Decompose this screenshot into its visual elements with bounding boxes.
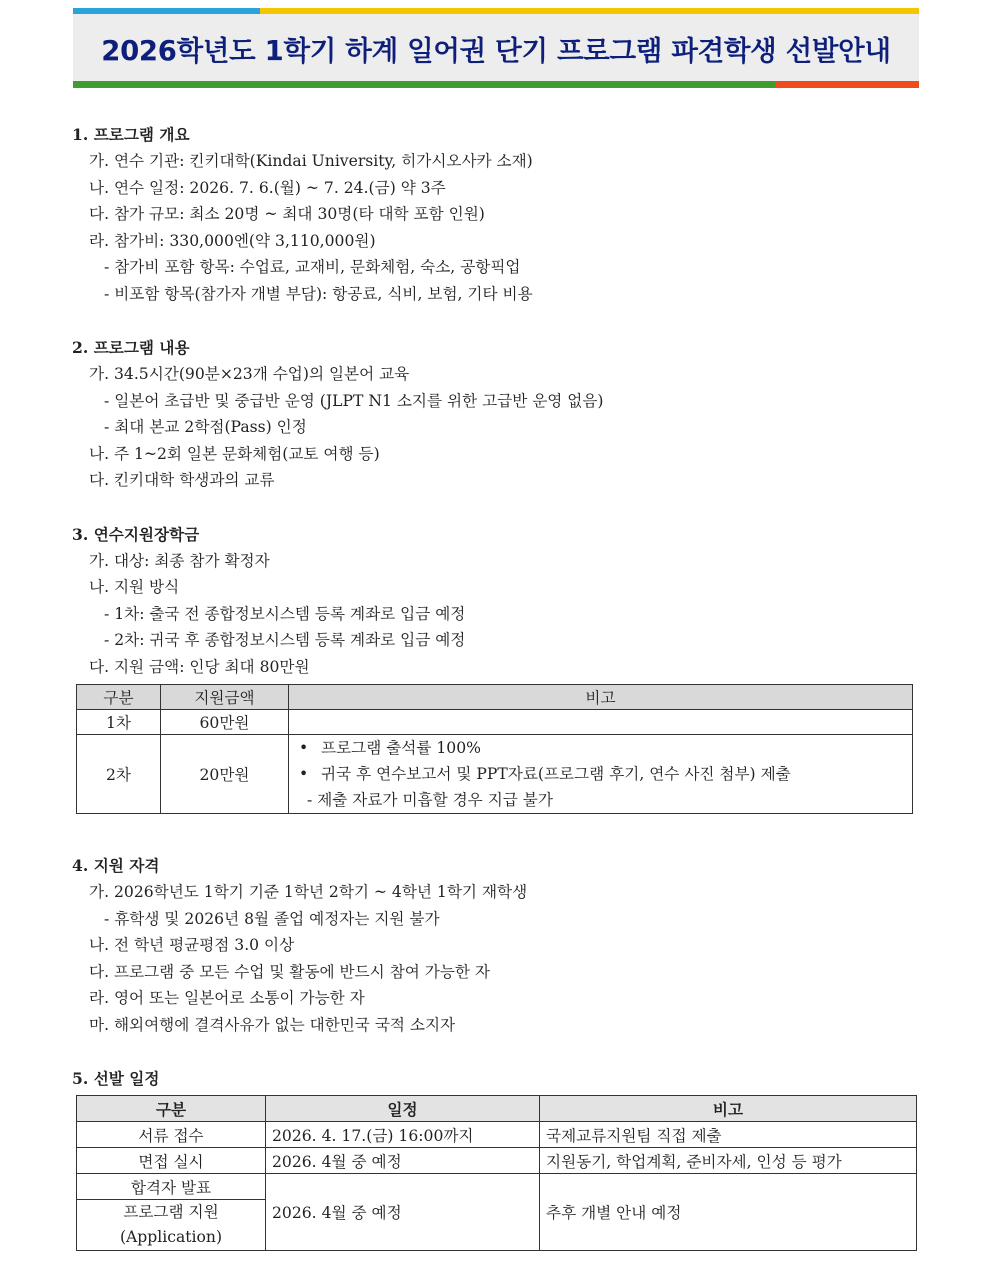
table-cell: 2026. 4월 중 예정 [266,1148,540,1174]
column-header: 비고 [540,1096,917,1122]
list-item: 나. 주 1~2회 일본 문화체험(교토 여행 등) [89,444,380,463]
list-item: 다. 지원 금액: 인당 최대 80만원 [89,657,310,676]
list-sub-item: - 1차: 출국 전 종합정보시스템 등록 계좌로 입금 예정 [104,604,466,623]
list-item: 나. 연수 일정: 2026. 7. 6.(월) ~ 7. 24.(금) 약 3주 [89,178,446,197]
cell-line: (Application) [119,1228,223,1246]
list-item: 나. 지원 방식 [89,578,180,596]
table-cell: 60만원 [161,710,289,735]
bottom-color-bar [73,81,919,88]
page-title: 2026학년도 1학기 하계 일어권 단기 프로그램 파견학생 선발안내 [101,35,891,67]
table-cell: 서류 접수 [77,1122,266,1148]
table-row [77,735,913,814]
list-sub-item: - 2차: 귀국 후 종합정보시스템 등록 계좌로 입금 예정 [104,631,466,649]
table-cell: 2026. 4. 17.(금) 16:00까지 [266,1122,540,1148]
bullet-dot: • [299,739,309,757]
bottom-bar-green [73,81,775,88]
table-header-row [77,685,913,710]
column-header: 지원금액 [161,685,289,710]
bullet-item [299,761,906,787]
scholarship-table [76,684,913,814]
top-bar-blue [73,8,260,14]
list-item: 라. 영어 또는 일본어로 소통이 가능한 자 [89,989,365,1007]
list-item: 가. 대상: 최종 참가 확정자 [89,551,270,570]
column-header: 비고 [289,685,913,710]
section-title: 4. 지원 자격 [72,856,160,875]
list-item: 가. 2026학년도 1학기 기준 1학년 2학기 ~ 4학년 1학기 재학생 [89,883,528,901]
list-item: 마. 해외여행에 결격사유가 없는 대한민국 국적 소지자 [89,1015,456,1034]
sub-note: - 제출 자료가 미흡할 경우 지급 불가 [307,791,553,809]
list-item: 다. 참가 규모: 최소 20명 ~ 최대 30명(타 대학 포함 인원) [89,205,485,223]
section-title: 5. 선발 일정 [72,1069,160,1088]
bullet-text: 귀국 후 연수보고서 및 PPT자료(프로그램 후기, 연수 사진 첨부) 제출 [321,765,791,783]
section-title: 2. 프로그램 내용 [72,338,190,357]
list-item: 가. 연수 기관: 킨키대학(Kindai University, 히가시오사카 소재) [89,152,533,170]
table-cell: 합격자 발표 [77,1174,266,1200]
table-row [77,1148,917,1174]
table-cell: 20만원 [161,735,289,814]
table-row [77,1122,917,1148]
bullet-item [299,735,906,761]
list-sub-item: - 비포함 항목(참가자 개별 부담): 항공료, 식비, 보험, 기타 비용 [104,284,533,303]
list-sub-item: - 최대 본교 2학점(Pass) 인정 [104,418,307,436]
bullet-text: 프로그램 출석률 100% [321,739,481,757]
column-header: 구분 [77,1096,266,1122]
list-sub-item: - 참가비 포함 항목: 수업료, 교재비, 문화체험, 숙소, 공항픽업 [104,258,521,276]
schedule-table [76,1095,917,1251]
table-row [77,1174,917,1200]
list-sub-item: - 일본어 초급반 및 중급반 운영 (JLPT N1 소지를 위한 고급반 운영 없음) [104,391,604,410]
list-item: 나. 전 학년 평균평점 3.0 이상 [89,936,295,954]
table-cell: 2차 [77,735,161,814]
table-cell: 국제교류지원팀 직접 제출 [540,1122,917,1148]
table-cell-merged-note: 추후 개별 안내 예정 [540,1174,917,1251]
bottom-bar-orange [775,81,919,88]
table-header-row [77,1096,917,1122]
bullet-dot: • [299,765,309,783]
table-cell-merged-date: 2026. 4월 중 예정 [266,1174,540,1251]
list-item: 다. 프로그램 중 모든 수업 및 활동에 반드시 참여 가능한 자 [89,962,490,981]
section-title: 3. 연수지원장학금 [72,524,200,544]
column-header: 일정 [266,1096,540,1122]
top-color-bar [73,8,919,14]
column-header: 구분 [77,685,161,710]
table-cell-note [289,735,913,814]
title-banner [73,8,919,88]
list-item: 라. 참가비: 330,000엔(약 3,110,000원) [89,231,376,250]
cell-line: 프로그램 지원 [123,1203,219,1221]
table-cell [289,710,913,735]
table-cell: 면접 실시 [77,1148,266,1174]
table-cell: 지원동기, 학업계획, 준비자세, 인성 등 평가 [540,1148,917,1174]
table-row [77,710,913,735]
list-sub-item: - 휴학생 및 2026년 8월 졸업 예정자는 지원 불가 [104,909,440,928]
top-bar-yellow [260,8,919,14]
table-cell: 1차 [77,710,161,735]
document-body [72,121,922,1251]
table-cell [77,1200,266,1251]
list-item: 가. 34.5시간(90분×23개 수업)의 일본어 교육 [89,365,410,383]
section-title: 1. 프로그램 개요 [72,125,190,144]
list-item: 다. 킨키대학 학생과의 교류 [89,471,275,489]
